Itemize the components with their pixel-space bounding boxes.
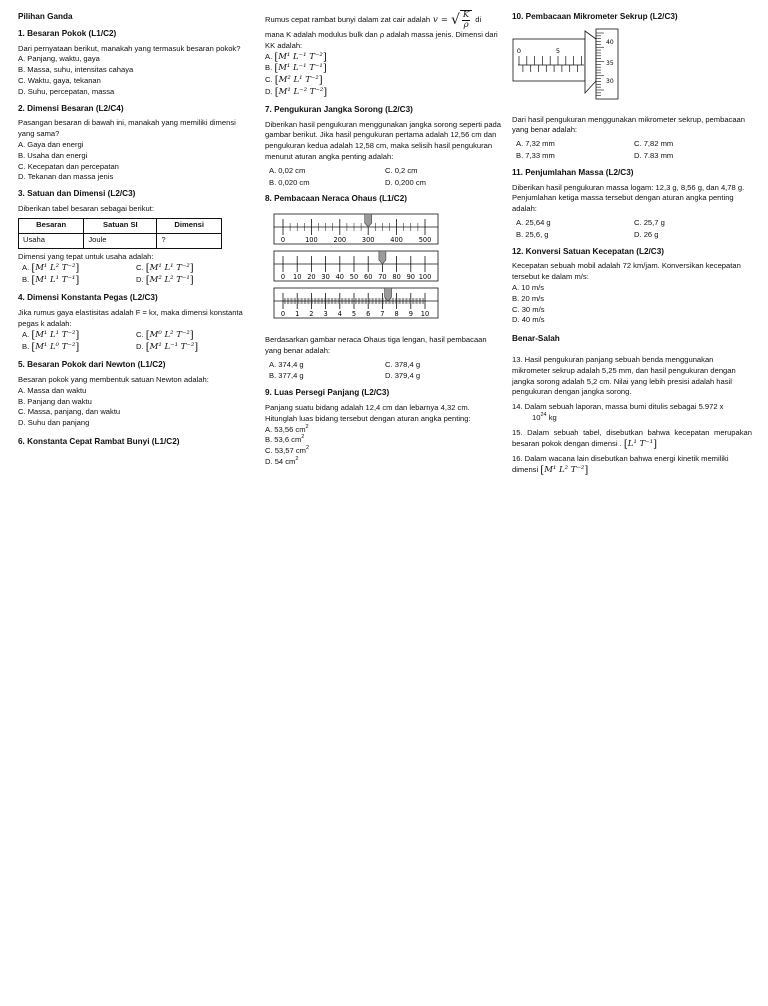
statement-13: 13. Hasil pengukuran panjang sebuah benda menggunakan mikrometer sekrup adalah 5,25 mm, dan hasil pengukuran dengan jangka sorong adalah 5,2 cm. Nilai yang lebih presisi adalah hasil pengukuran dengan jangka sorong. xyxy=(512,354,736,397)
question-6-title: 6. Konstanta Cepat Rambat Bunyi (L1/C2) xyxy=(18,436,180,446)
option-5b[interactable]: B. Panjang dan waktu xyxy=(18,396,92,406)
option-12c[interactable]: C. 30 m/s xyxy=(512,304,545,314)
table-header-besaran: Besaran xyxy=(19,218,84,233)
ohaus-beam xyxy=(274,288,438,318)
beam-scale-label: 90 xyxy=(406,273,415,282)
question-4-options xyxy=(22,330,250,355)
question-8-title: 8. Pembacaan Neraca Ohaus (L1/C2) xyxy=(265,194,407,204)
option-6a[interactable]: A. [M¹ L⁻¹ T⁻²] xyxy=(265,51,327,63)
beam-scale-label: 7 xyxy=(380,310,385,319)
micrometer-figure xyxy=(512,27,752,105)
option-11a[interactable]: A. 25,64 g xyxy=(516,217,551,227)
quantity-table xyxy=(18,218,222,249)
option-10d[interactable]: D. 7.83 mm xyxy=(634,150,674,160)
question-3-after: Dimensi yang tepat untuk usaha adalah: xyxy=(18,251,154,261)
table-row xyxy=(19,233,222,248)
option-7b[interactable]: B. 0,020 cm xyxy=(269,177,310,187)
beam-scale-label: 100 xyxy=(305,236,318,245)
question-5-stem: Besaran pokok yang membentuk satuan Newton adalah: xyxy=(18,374,209,384)
question-12-stem: Kecepatan sebuah mobil adalah 72 km/jam. Konversikan kecepatan tersebut ke dalam m/s: xyxy=(512,261,741,282)
column-3 xyxy=(512,10,752,477)
beam-scale-label: 3 xyxy=(323,310,328,319)
beam-scale-label: 300 xyxy=(361,236,375,245)
question-7-stem: Diberikan hasil pengukuran menggunakan jangka sorong seperti pada gambar berikut. Jika hasil pengukuran pertama adalah 12,56 cm dan pengukuran kedua adalah 12,58 cm, maka selisih hasil pengukuran menurut aturan angka penting adalah: xyxy=(265,119,501,161)
table-cell: ? xyxy=(157,233,222,248)
question-11-title: 11. Penjumlahan Massa (L2/C3) xyxy=(512,167,634,177)
option-4b[interactable]: B. [M¹ L⁰ T⁻²] xyxy=(22,342,80,354)
question-6-line2: mana K adalah modulus bulk dan ρ adalah massa jenis. Dimensi dari KK adalah: xyxy=(265,30,498,50)
option-8d[interactable]: D. 379,4 g xyxy=(385,371,421,381)
option-5d[interactable]: D. Suhu dan panjang xyxy=(18,418,90,428)
option-12d[interactable]: D. 40 m/s xyxy=(512,315,545,325)
question-10-options xyxy=(516,139,752,162)
beam-scale-label: 8 xyxy=(394,310,399,319)
option-3a[interactable]: A. [M¹ L² T⁻²] xyxy=(22,262,80,274)
option-2a[interactable]: A. Gaya dan energi xyxy=(18,139,84,149)
option-11d[interactable]: D. 26 g xyxy=(634,229,659,239)
question-4-stem: Jika rumus gaya elastisitas adalah F = kx, maka dimensi konstanta pegas k adalah: xyxy=(18,307,243,328)
option-9a[interactable]: A. 53,56 $cm^2$ xyxy=(265,423,309,434)
beam-scale-label: 5 xyxy=(351,310,357,319)
thimble-scale-label: 40 xyxy=(606,38,614,46)
statement-14: 14. Dalam sebuah laporan, massa bumi ditulis sebagai 5.972 x $10^{24}$ kg xyxy=(512,402,724,422)
beam-scale-label: 400 xyxy=(390,236,403,245)
option-1c[interactable]: C. Waktu, gaya, tekanan xyxy=(18,75,101,85)
statement-15: 15. Dalam sebuah tabel, disebutkan bahwa kecepatan merupakan besaran pokok dengan dimensi . [L¹ T⁻¹] xyxy=(512,427,752,450)
table-cell: Usaha xyxy=(19,233,84,248)
beam-scale-label: 0 xyxy=(280,310,286,319)
micrometer-svg xyxy=(512,27,624,101)
beam-scale-label: 4 xyxy=(337,310,342,319)
ohaus-balance-figure xyxy=(273,211,501,327)
question-7-options xyxy=(269,166,501,189)
option-4a[interactable]: A. [M¹ L¹ T⁻²] xyxy=(22,329,80,341)
table-header-satuan: Satuan SI xyxy=(84,218,157,233)
beam-scale-label: 30 xyxy=(321,273,330,282)
option-2c[interactable]: C. Kecepatan dan percepatan xyxy=(18,161,119,171)
question-4-title: 4. Dimensi Konstanta Pegas (L2/C3) xyxy=(18,293,158,303)
question-3-options xyxy=(22,263,250,288)
ohaus-beams-svg xyxy=(273,211,443,323)
option-8b[interactable]: B. 377,4 g xyxy=(269,371,304,381)
question-9-title: 9. Luas Persegi Panjang (L2/C3) xyxy=(265,388,390,398)
option-4c[interactable]: C. [M⁰ L² T⁻²] xyxy=(136,329,194,341)
question-12-title: 12. Konversi Satuan Kecepatan (L2/C3) xyxy=(512,246,664,256)
question-3-title: 3. Satuan dan Dimensi (L2/C3) xyxy=(18,189,136,199)
question-8-options xyxy=(269,360,501,383)
option-9d[interactable]: D. 54 $cm^2$ xyxy=(265,455,299,466)
column-2 xyxy=(265,10,501,468)
option-3c[interactable]: C. [M¹ L¹ T⁻²] xyxy=(136,262,194,274)
question-8-stem: Berdasarkan gambar neraca Ohaus tiga lengan, hasil pembacaan yang benar adalah: xyxy=(265,334,487,355)
question-11-options xyxy=(516,218,752,241)
sqrt-formula: √ K ρ xyxy=(451,10,472,30)
option-3d[interactable]: D. [M² L² T⁻¹] xyxy=(136,275,194,287)
beam-scale-label: 0 xyxy=(280,236,286,245)
question-9-stem: Panjang suatu bidang adalah 12,4 cm dan lebarnya 4,32 cm. Hitunglah luas bidang tersebut dengan aturan angka penting: xyxy=(265,402,471,423)
table-cell: Joule xyxy=(84,233,157,248)
beam-scale-label: 50 xyxy=(349,273,359,282)
option-1b[interactable]: B. Massa, suhu, intensitas cahaya xyxy=(18,65,134,75)
beam-scale-label: 9 xyxy=(408,310,413,319)
question-7-title: 7. Pengukuran Jangka Sorong (L2/C3) xyxy=(265,104,413,114)
option-5c[interactable]: C. Massa, panjang, dan waktu xyxy=(18,407,121,417)
option-8a[interactable]: A. 374,4 g xyxy=(269,359,304,369)
question-10-stem: Dari hasil pengukuran menggunakan mikrometer sekrup, pembacaan yang benar adalah: xyxy=(512,114,746,135)
question-6-formula-line: Rumus cepat rambat bunyi dalam zat cair adalah v = √ K ρ di xyxy=(265,10,482,30)
question-3-stem: Diberikan tabel besaran sebagai berikut: xyxy=(18,203,154,213)
beam-scale-label: 20 xyxy=(307,273,316,282)
option-10a[interactable]: A. 7,32 mm xyxy=(516,139,555,149)
beam-scale-label: 40 xyxy=(335,273,344,282)
option-12a[interactable]: A. 10 m/s xyxy=(512,282,545,292)
option-11c[interactable]: C. 25,7 g xyxy=(634,217,665,227)
option-6c[interactable]: C. [M² L¹ T⁻²] xyxy=(265,75,323,87)
beam-scale-label: 10 xyxy=(293,273,302,282)
beam-scale-label: 200 xyxy=(333,236,347,245)
option-10c[interactable]: C. 7,82 mm xyxy=(634,139,674,149)
main-scale-label: 0 xyxy=(516,46,522,55)
option-4d[interactable]: D. [M¹ L⁻¹ T⁻²] xyxy=(136,342,199,354)
option-6d[interactable]: D. [M¹ L⁻² T⁻²] xyxy=(265,86,328,98)
beam-scale-label: 2 xyxy=(309,310,314,319)
beam-scale-label: 10 xyxy=(420,310,430,319)
beam-scale-label: 500 xyxy=(418,236,432,245)
beam-scale-label: 70 xyxy=(378,273,387,282)
option-2d[interactable]: D. Tekanan dan massa jenis xyxy=(18,172,114,182)
option-11b[interactable]: B. 25,6, g xyxy=(516,229,549,239)
option-8c[interactable]: C. 378,4 g xyxy=(385,359,421,369)
question-1-stem: Dari pernyataan berikut, manakah yang termasuk besaran pokok? xyxy=(18,43,241,53)
option-6b[interactable]: B. [M¹ L⁻¹ T⁻¹] xyxy=(265,63,327,75)
option-2b[interactable]: B. Usaha dan energi xyxy=(18,150,88,160)
beam-scale-label: 80 xyxy=(392,273,401,282)
question-2-title: 2. Dimensi Besaran (L2/C4) xyxy=(18,103,124,113)
beam-scale-label: 6 xyxy=(366,310,371,319)
ohaus-beam xyxy=(274,251,438,281)
question-2-stem: Pasangan besaran di bawah ini, manakah yang memiliki dimensi yang sama? xyxy=(18,118,236,139)
option-12b[interactable]: B. 20 m/s xyxy=(512,293,545,303)
beam-scale-label: 1 xyxy=(295,310,300,319)
true-false-heading: Benar-Salah xyxy=(512,334,560,344)
section-heading: Pilihan Ganda xyxy=(18,12,73,21)
option-9c[interactable]: C. 53,57 $cm^2$ xyxy=(265,445,310,456)
option-9b[interactable]: B. 53,6 $cm^2$ xyxy=(265,434,305,445)
question-1-title: 1. Besaran Pokok (L1/C2) xyxy=(18,28,117,38)
option-1a[interactable]: A. Panjang, waktu, gaya xyxy=(18,54,100,64)
beam-scale-label: 60 xyxy=(364,273,373,282)
main-scale-label: 5 xyxy=(555,46,561,55)
statement-16: 16. Dalam wacana lain disebutkan bahwa energi kinetik memiliki dimensi [M¹ L² T⁻²] xyxy=(512,454,729,477)
beam-scale-label: 0 xyxy=(280,273,286,282)
option-1d[interactable]: D. Suhu, percepatan, massa xyxy=(18,86,115,96)
beam-scale-label: 100 xyxy=(418,273,432,282)
thimble-scale-label: 35 xyxy=(606,59,614,67)
table-header-dimensi: Dimensi xyxy=(157,218,222,233)
question-10-title: 10. Pembacaan Mikrometer Sekrup (L2/C3) xyxy=(512,12,678,21)
option-5a[interactable]: A. Massa dan waktu xyxy=(18,385,87,395)
option-3b[interactable]: B. [M¹ L¹ T⁻¹] xyxy=(22,275,80,287)
question-5-title: 5. Besaran Pokok dari Newton (L1/C2) xyxy=(18,360,166,370)
question-11-stem: Diberikan hasil pengukuran massa logam: 12,3 g, 8,56 g, dan 4,78 g. Penjumlahan ketiga massa tersebut dengan aturan angka penting adalah: xyxy=(512,182,745,214)
column-1 xyxy=(18,10,250,452)
option-7d[interactable]: D. 0,200 cm xyxy=(385,177,426,187)
option-7c[interactable]: C. 0,2 cm xyxy=(385,165,418,175)
option-10b[interactable]: B. 7,33 mm xyxy=(516,150,555,160)
ohaus-beam xyxy=(274,214,438,244)
option-7a[interactable]: A. 0,02 cm xyxy=(269,165,306,175)
thimble-scale-label: 30 xyxy=(606,77,614,85)
